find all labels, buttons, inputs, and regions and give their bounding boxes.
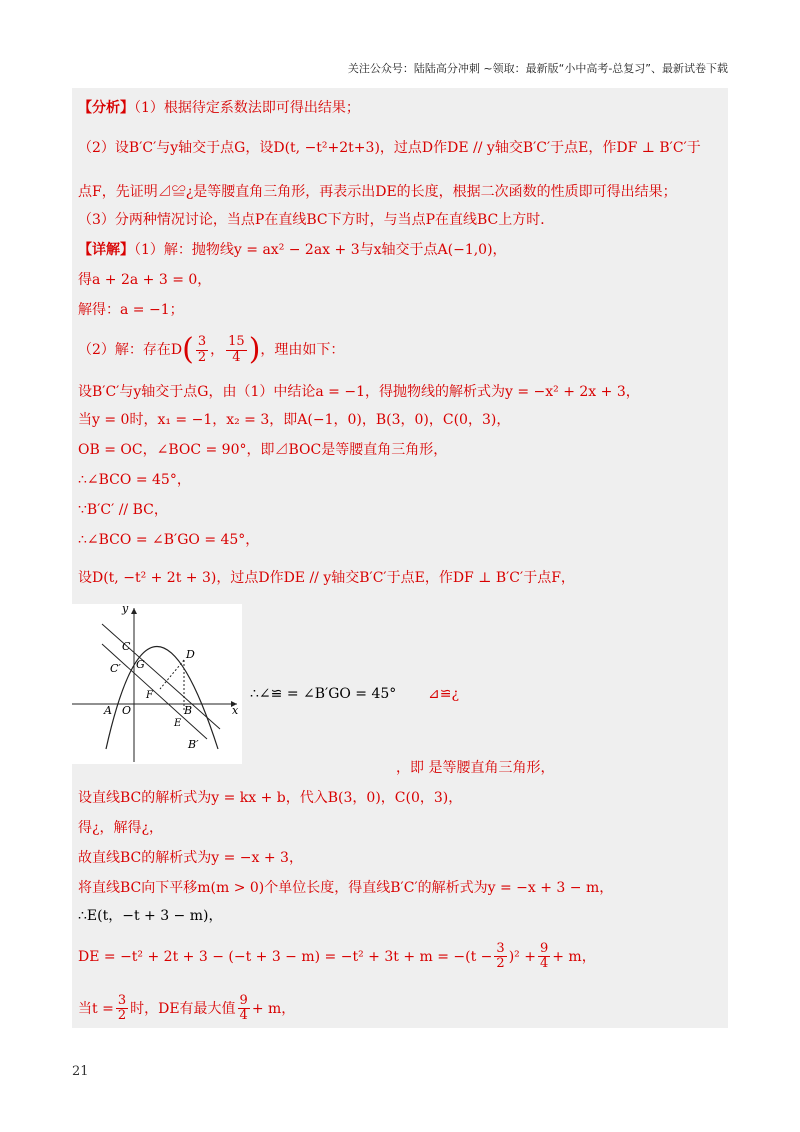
detail-line-2: 得a + 2a + 3 = 0， xyxy=(78,272,212,288)
label-E: E xyxy=(174,718,182,729)
label-C: C xyxy=(122,640,131,653)
de-formula-pre: DE = −t² + 2t + 3 − (−t + 3 − m) = −t² + 3t + m = −(t − xyxy=(78,948,493,965)
analysis-line-1 xyxy=(78,100,360,117)
analysis-tag: 【分析】 xyxy=(78,100,134,116)
detail-line-12: ，即 是等腰直角三角形， xyxy=(396,760,555,776)
detail-tag: 【详解】 xyxy=(78,242,134,258)
analysis-text-1: （1）根据待定系数法即可得出结果； xyxy=(134,100,360,116)
label-D: D xyxy=(186,648,195,661)
detail-line-15: 故直线BC的解析式为y = −x + 3， xyxy=(78,850,303,866)
de-formula-post: + m， xyxy=(552,948,596,965)
label-B1: B′ xyxy=(188,738,199,751)
detail-line-7: OB = OC，∠BOC = 90°，即⊿BOC是等腰直角三角形， xyxy=(78,442,448,458)
analysis-line-2: （2）设B′C′与y轴交于点G，设D(t, −t²+2t+3)，过点D作DE // y轴交B′C′于点E，作DF ⊥ B′C′于 xyxy=(78,140,701,156)
detail-line-11: 设D(t, −t² + 2t + 3)，过点D作DE // y轴交B′C′于点E，作DF ⊥ B′C′于点F， xyxy=(78,570,575,586)
detail-line-8: ∴∠BCO = 45°， xyxy=(78,472,191,488)
detail-line-16: 将直线BC向下平移m(m > 0)个单位长度，得直线B′C′的解析式为y = −x + 3 − m， xyxy=(78,880,614,896)
fraction-9-4: $\frac{9}{4}$ xyxy=(539,941,549,972)
detail-text-1: （1）解：抛物线y = ax² − 2ax + 3与x轴交于点A(−1,0)， xyxy=(134,242,507,258)
analysis-line-3: 点F，先证明⊿≌¿是等腰直角三角形，再表示出DE的长度，根据二次函数的性质即可得出结果； xyxy=(78,184,677,200)
detail-line-6: 当y = 0时，x₁ = −1，x₂ = 3，即A(−1，0)，B(3，0)，C(0，3)， xyxy=(78,412,511,428)
label-F: F xyxy=(146,690,153,701)
max-post: + m， xyxy=(251,1000,296,1017)
detail-line-10: ∴∠BCO = ∠B′GO = 45°， xyxy=(78,532,260,548)
max-pre: 当t = xyxy=(78,1000,114,1017)
detail-line-14: 得¿，解得¿， xyxy=(78,820,164,836)
detail-line-3: 解得：a = −1； xyxy=(78,302,184,318)
detail-4-pre: （2）解：存在D xyxy=(78,342,183,358)
figure-side-text-1: ∴∠≌ = ∠B′GO = 45° xyxy=(250,686,397,702)
page-header: 关注公众号：陆陆高分冲刺 ~领取：最新版“小中高考-总复习”、最新试卷下载 xyxy=(347,62,728,75)
fraction-3-2-c: $\frac{3}{2}$ xyxy=(117,993,127,1024)
max-mid: 时，DE有最大值 xyxy=(130,1000,236,1017)
detail-line-19 xyxy=(78,994,295,1024)
detail-line-18 xyxy=(78,942,596,972)
de-formula-mid: )² + xyxy=(508,948,536,965)
label-x: x xyxy=(232,704,239,717)
detail-line-5: 设B′C′与y轴交于点G，由（1）中结论a = −1，得抛物线的解析式为y = −x² + 2x + 3， xyxy=(78,384,640,400)
label-O: O xyxy=(122,704,132,717)
label-B: B xyxy=(184,704,193,717)
analysis-line-4: （3）分两种情况讨论，当点P在直线BC下方时，与当点P在直线BC上方时． xyxy=(78,212,555,228)
fraction-15-4: $\frac{15}{4}$ xyxy=(228,334,245,365)
detail-line-4: （2）解：存在D( $\frac{3}{2}$ ， $\frac{15}{4}$ )，理由如下： xyxy=(78,332,345,367)
detail-line-13: 设直线BC的解析式为y = kx + b，代入B(3，0)，C(0，3)， xyxy=(78,790,463,806)
fraction-3-2-b: $\frac{3}{2}$ xyxy=(496,941,505,972)
label-A: A xyxy=(104,704,112,717)
geometry-figure xyxy=(72,604,242,764)
label-C1: C′ xyxy=(110,662,121,675)
page-number: 21 xyxy=(72,1064,89,1079)
parabola-diagram xyxy=(72,604,242,764)
label-y: y xyxy=(122,604,129,615)
detail-line-1 xyxy=(78,242,507,259)
figure-side-text-2: ⊿≌¿ xyxy=(428,686,459,702)
fraction-3-2: $\frac{3}{2}$ xyxy=(197,334,207,365)
detail-line-17: ∴E(t，−t + 3 − m)， xyxy=(78,908,223,924)
label-G: G xyxy=(136,658,145,671)
detail-4-post: ，理由如下： xyxy=(260,342,345,358)
detail-line-9: ∵B′C′ // BC， xyxy=(78,502,168,518)
fraction-9-4-b: $\frac{9}{4}$ xyxy=(239,993,248,1024)
